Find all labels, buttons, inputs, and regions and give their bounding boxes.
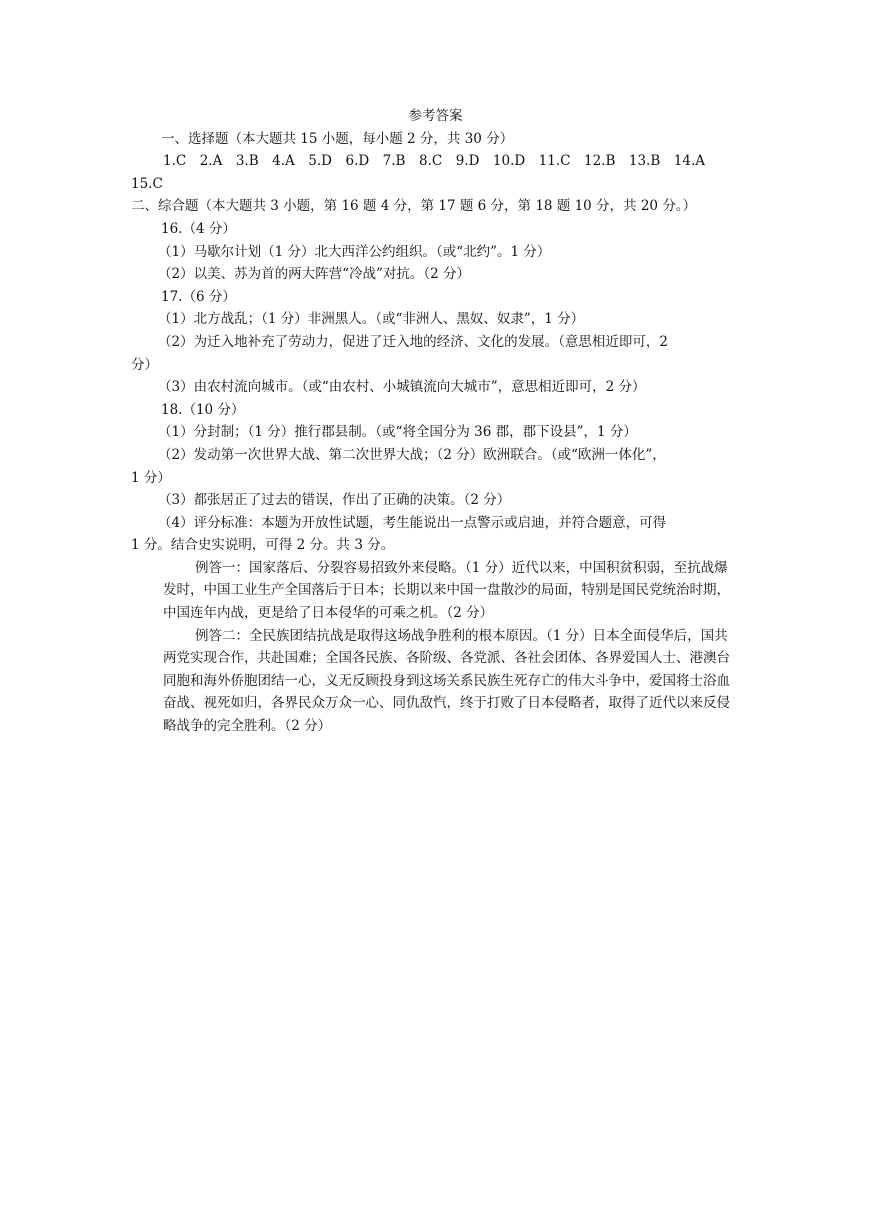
example-answer-2 xyxy=(131,625,740,738)
document-title: 参考答案 xyxy=(408,108,463,124)
example-answer-1-text: 例答一：国家落后、分裂容易招致外来侵略。（1 分）近代以来，中国积贫积弱，至抗战爆发时，中国工业生产全国落后于日本；长期以来中国一盘散沙的局面，特别是国民党统治时期，中国连年内战，更是给了日本侵华的可乘之机。（2 分） xyxy=(163,559,730,622)
q18-item-1: （1）分封制；（1 分）推行郡县制。（或“将全国分为 36 郡，郡下设县”，1 分） xyxy=(158,424,637,441)
q17-item-1: （1）北方战乱；（1 分）非洲黑人。（或“非洲人、黑奴、奴隶”，1 分） xyxy=(158,311,585,328)
example-answer-2-text: 例答二：全民族团结抗战是取得这场战争胜利的根本原因。（1 分）日本全面侵华后，国共两党实现合作，共赴国难；全国各民族、各阶级、各党派、各社会团体、各界爱国人士、港澳台同胞和海外侨胞团结一心，义无反顾投身到这场关系民族生死存亡的伟大斗争中，爱国将士浴血奋战、视死如归，各界民众万众一心、同仇敌忾，终于打败了日本侵略者，取得了近代以来反侵略战争的完全胜利。（2 分） xyxy=(163,627,730,735)
q18-item-4-line2: 1 分。结合史实说明，可得 2 分。共 3 分。 xyxy=(131,537,395,554)
q17-label: 17.（6 分） xyxy=(161,288,236,305)
q18-item-2-line2: 1 分） xyxy=(131,469,171,486)
q16-item-2: （2）以美、苏为首的两大阵营“冷战”对抗。（2 分） xyxy=(158,266,471,283)
q18-item-4-line1: （4）评分标准：本题为开放性试题，考生能说出一点警示或启迪，并符合题意，可得 xyxy=(158,514,667,531)
q16-label: 16.（4 分） xyxy=(161,220,236,237)
q18-item-3: （3）都张居正了过去的错误，作出了正确的决策。（2 分） xyxy=(158,492,511,509)
section2-heading: 二、综合题（本大题共 3 小题，第 16 题 4 分，第 17 题 6 分，第 18 题 10 分，共 20 分。） xyxy=(131,198,697,215)
q17-item-3: （3）由农村流向城市。（或“由农村、小城镇流向大城市”，意思相近即可，2 分） xyxy=(158,379,646,396)
example-answer-1 xyxy=(131,557,740,625)
choice-answers-line1: 1.C 2.A 3.B 4.A 5.D 6.D 7.B 8.C 9.D 10.D 11.C 12.B 13.B 14.A xyxy=(163,153,705,170)
q18-label: 18.（10 分） xyxy=(161,401,245,418)
q18-item-2-line1: （2）发动第一次世界大战、第二次世界大战；（2 分）欧洲联合。（或“欧洲一体化”， xyxy=(158,446,666,463)
q17-item-2-line2: 分） xyxy=(131,356,158,373)
section1-heading: 一、选择题（本大题共 15 小题，每小题 2 分，共 30 分） xyxy=(161,130,514,147)
q16-item-1: （1）马歇尔计划（1 分）北大西洋公约组织。（或“北约”。1 分） xyxy=(158,243,551,260)
answer-key xyxy=(131,105,740,738)
q17-item-2-line1: （2）为迁入地补充了劳动力，促进了迁入地的经济、文化的发展。（意思相近即可，2 xyxy=(158,333,668,350)
choice-answers-line2: 15.C xyxy=(131,175,163,192)
